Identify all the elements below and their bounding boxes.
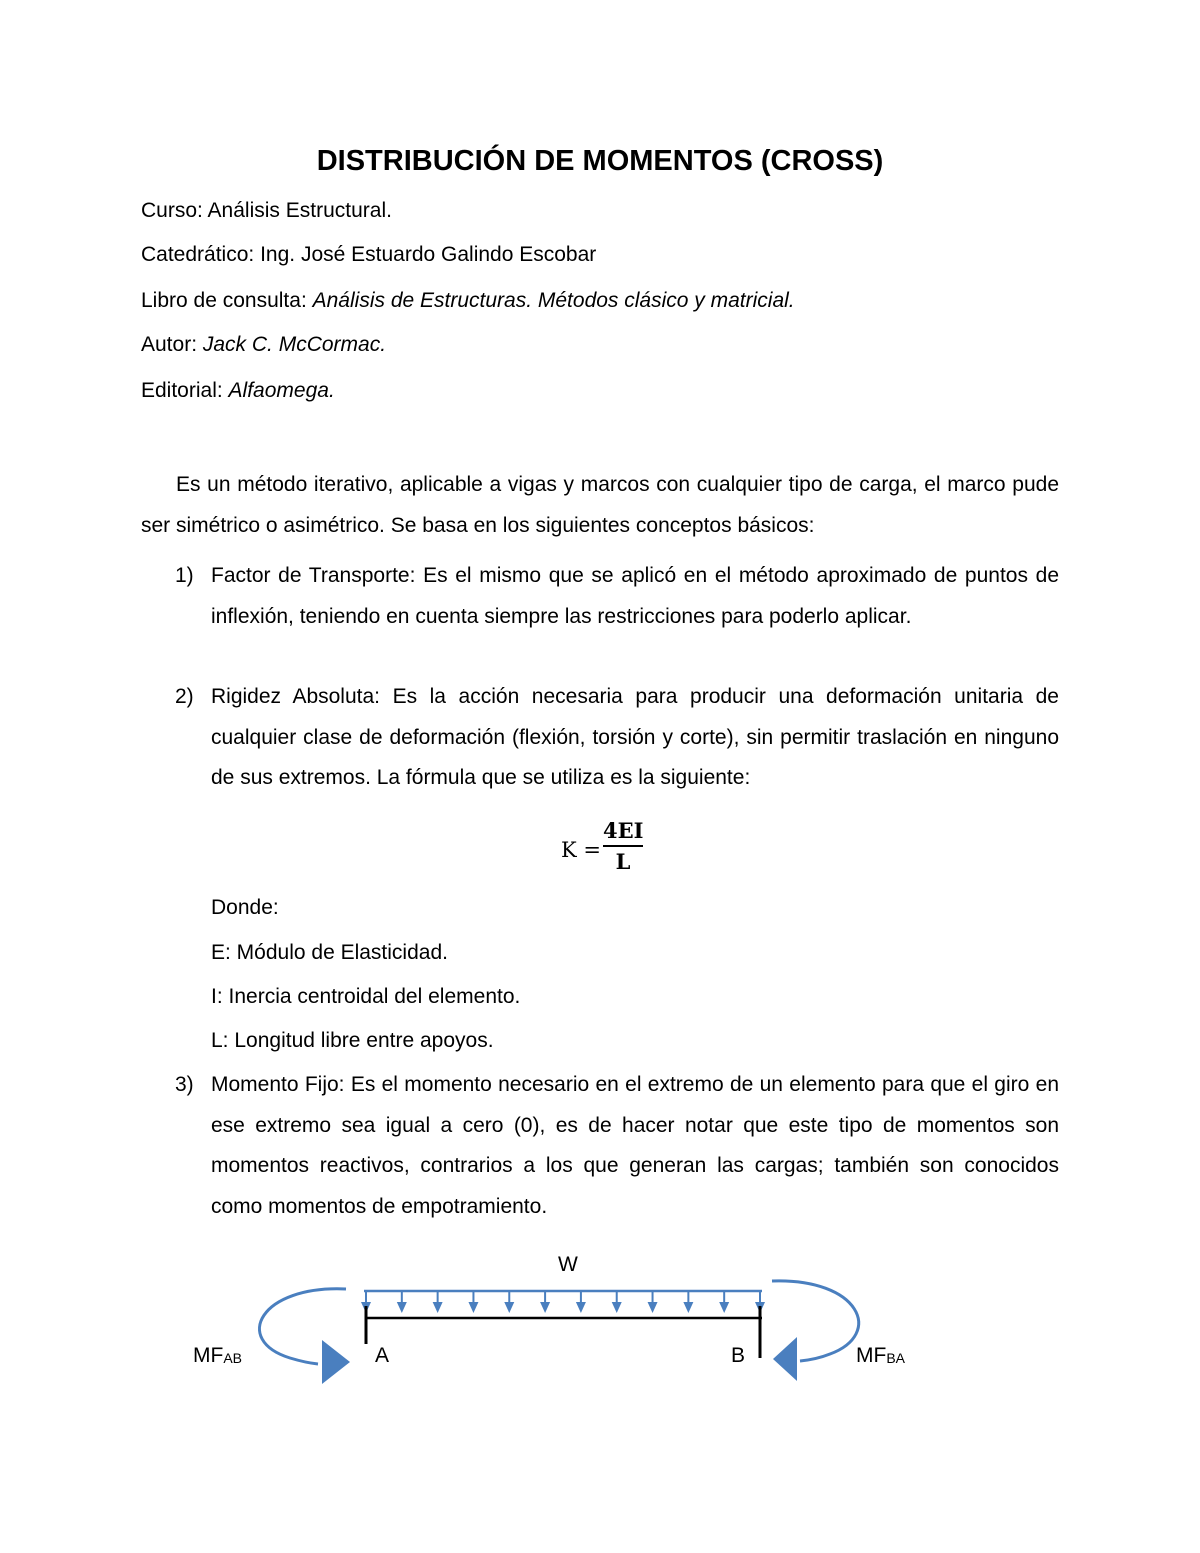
load-arrow-head-icon — [397, 1302, 407, 1313]
list-item-text: Factor de Transporte: Es el mismo que se aplicó en el método aproximado de puntos de inflexión, teniendo en cuenta siempre las restricciones para poderlo aplicar. — [211, 564, 1059, 628]
donde-l: L: Longitud libre entre apoyos. — [211, 1029, 494, 1052]
mf-ab-sub: AB — [223, 1350, 243, 1366]
distributed-load-arrows — [361, 1291, 765, 1313]
meta-libro — [141, 286, 795, 316]
load-arrow-head-icon — [540, 1302, 550, 1313]
catedratico-value: Ing. José Estuardo Galindo Escobar — [260, 243, 597, 266]
mf-ba-main: MF — [856, 1344, 887, 1367]
fixed-moment-diagram — [0, 1240, 1200, 1400]
list-item-text: Momento Fijo: Es el momento necesario en el extremo de un elemento para que el giro en ese extremo sea igual a cero (0), es de hacer notar que este tipo de momentos son momentos reactivos, contrarios a los que generan las cargas; también son conocidos como momentos de empotramiento. — [211, 1073, 1059, 1218]
list-item-number: 3) — [175, 1073, 194, 1096]
load-arrow-head-icon — [576, 1302, 586, 1313]
list-item-number: 1) — [175, 564, 194, 587]
catedratico-label: Catedrático: — [141, 243, 255, 266]
mf-ba-label — [856, 1344, 906, 1367]
node-b-label: B — [731, 1344, 746, 1367]
load-arrow-head-icon — [433, 1302, 443, 1313]
intro-paragraph — [141, 465, 1059, 546]
list-item — [141, 556, 1059, 637]
formula-lhs: K = — [561, 838, 601, 862]
load-arrow-head-icon — [719, 1302, 729, 1313]
editorial-label: Editorial: — [141, 379, 223, 402]
load-arrow-head-icon — [683, 1302, 693, 1313]
libro-label: Libro de consulta: — [141, 289, 307, 312]
list-item — [141, 677, 1059, 799]
mf-ba-sub: BA — [886, 1350, 906, 1366]
mf-ab-main: MF — [193, 1344, 224, 1367]
libro-value: Análisis de Estructuras. Métodos clásico y matricial. — [312, 289, 795, 312]
intro-text: Es un método iterativo, aplicable a vigas y marcos con cualquier tipo de carga, el marco pude ser simétrico o asimétrico. Se basa en los siguientes conceptos básicos: — [141, 473, 1059, 537]
load-arrow-head-icon — [648, 1302, 658, 1313]
list-item-text: Rigidez Absoluta: Es la acción necesaria para producir una deformación unitaria de cualquier clase de deformación (flexión, torsión y corte), sin permitir traslación en ninguno de sus extremos. La fórmula que se utiliza es la siguiente: — [211, 685, 1059, 789]
meta-editorial — [141, 376, 335, 406]
load-label: W — [558, 1253, 578, 1276]
curso-value: Análisis Estructural. — [207, 199, 392, 222]
donde-heading: Donde: — [211, 896, 279, 919]
moment-ab-arrowhead-icon — [322, 1340, 350, 1384]
formula-fraction — [603, 818, 643, 874]
meta-catedratico — [141, 240, 596, 270]
autor-label: Autor: — [141, 333, 198, 356]
donde-i: I: Inercia centroidal del elemento. — [211, 985, 521, 1008]
moment-ba-arrowhead-icon — [773, 1337, 797, 1381]
meta-autor — [141, 330, 386, 360]
list-item-number: 2) — [175, 685, 194, 708]
curso-label: Curso: — [141, 199, 203, 222]
formula-numerator: 4EI — [603, 818, 643, 847]
autor-value: Jack C. McCormac. — [202, 333, 387, 356]
load-arrow-head-icon — [612, 1302, 622, 1313]
mf-ab-label — [193, 1344, 242, 1367]
load-arrow-head-icon — [468, 1302, 478, 1313]
formula-denominator: L — [615, 849, 631, 874]
load-arrow-head-icon — [504, 1302, 514, 1313]
donde-e: E: Módulo de Elasticidad. — [211, 941, 448, 964]
editorial-value: Alfaomega. — [228, 379, 335, 402]
meta-curso — [141, 196, 392, 226]
list-item — [141, 1065, 1059, 1227]
node-a-label: A — [375, 1344, 390, 1367]
page-title: DISTRIBUCIÓN DE MOMENTOS (CROSS) — [316, 145, 884, 177]
